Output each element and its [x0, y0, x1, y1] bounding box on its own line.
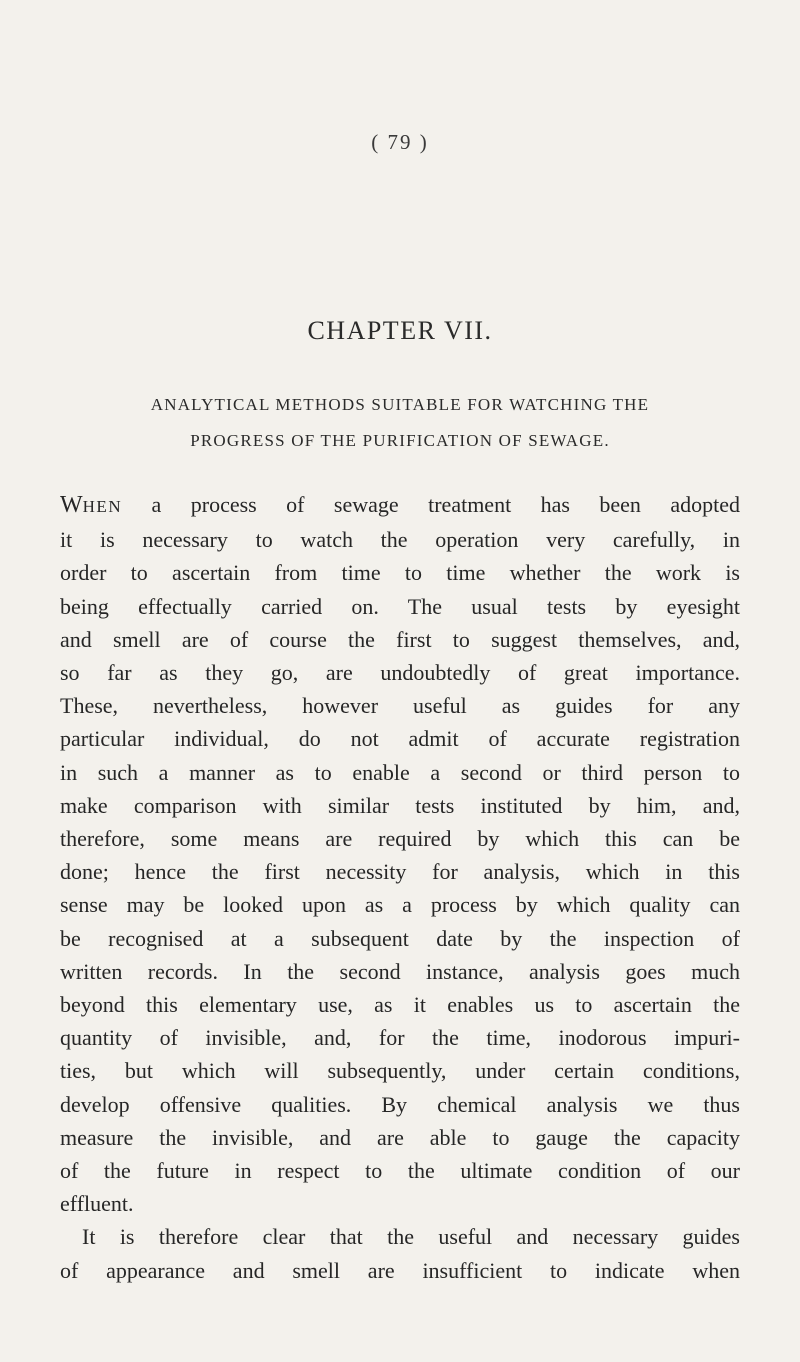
text-line: measure the invisible, and are able to gauge the capacity: [60, 1124, 740, 1150]
text-line: of the future in respect to the ultimate condition of our: [60, 1158, 740, 1184]
lead-smallcaps: HEN: [82, 497, 123, 516]
text-line: so far as they go, are undoubtedly of great importance.: [60, 660, 740, 686]
text-line: develop offensive qualities. By chemical analysis we thus: [60, 1091, 740, 1117]
text-line: order to ascertain from time to time whether the work is: [60, 560, 740, 586]
text-line: These, nevertheless, however useful as guides for any: [60, 693, 740, 719]
text-line: [60, 488, 740, 523]
chapter-title: CHAPTER VII.: [307, 316, 493, 345]
text-line-content: a process of sewage treatment has been adopted: [122, 492, 740, 517]
text-line: It is therefore clear that the useful and necessary guides: [82, 1224, 740, 1250]
text-line: written records. In the second instance, analysis goes much: [60, 958, 740, 984]
chapter-subtitle: [60, 387, 740, 459]
text-line: of appearance and smell are insufficient to indicate when: [60, 1257, 740, 1283]
text-line: beyond this elementary use, as it enables us to ascertain the: [60, 992, 740, 1018]
text-line: being effectually carried on. The usual tests by eyesight: [60, 593, 740, 619]
text-line: sense may be looked upon as a process by which quality can: [60, 892, 740, 918]
text-line: it is necessary to watch the operation very carefully, in: [60, 527, 740, 553]
chapter-subtitle-line: PROGRESS OF THE PURIFICATION OF SEWAGE.: [190, 431, 610, 450]
text-line: quantity of invisible, and, for the time, inodorous impuri-: [60, 1025, 740, 1051]
body-text: [60, 488, 740, 1287]
text-line: be recognised at a subsequent date by the inspection of: [60, 925, 740, 951]
text-line: therefore, some means are required by which this can be: [60, 826, 740, 852]
text-line: done; hence the first necessity for analysis, which in this: [60, 859, 740, 885]
text-line: ties, but which will subsequently, under certain conditions,: [60, 1058, 740, 1084]
text-line: particular individual, do not admit of accurate registration: [60, 726, 740, 752]
text-line: effluent.: [60, 1191, 134, 1217]
chapter-subtitle-line: ANALYTICAL METHODS SUITABLE FOR WATCHING THE: [150, 395, 650, 414]
text-line: in such a manner as to enable a second or third person to: [60, 759, 740, 785]
text-line: and smell are of course the first to suggest themselves, and,: [60, 626, 740, 652]
page-number: ( 79 ): [371, 130, 429, 154]
text-line: make comparison with similar tests instituted by him, and,: [60, 792, 740, 818]
lead-initial: W: [60, 492, 83, 518]
